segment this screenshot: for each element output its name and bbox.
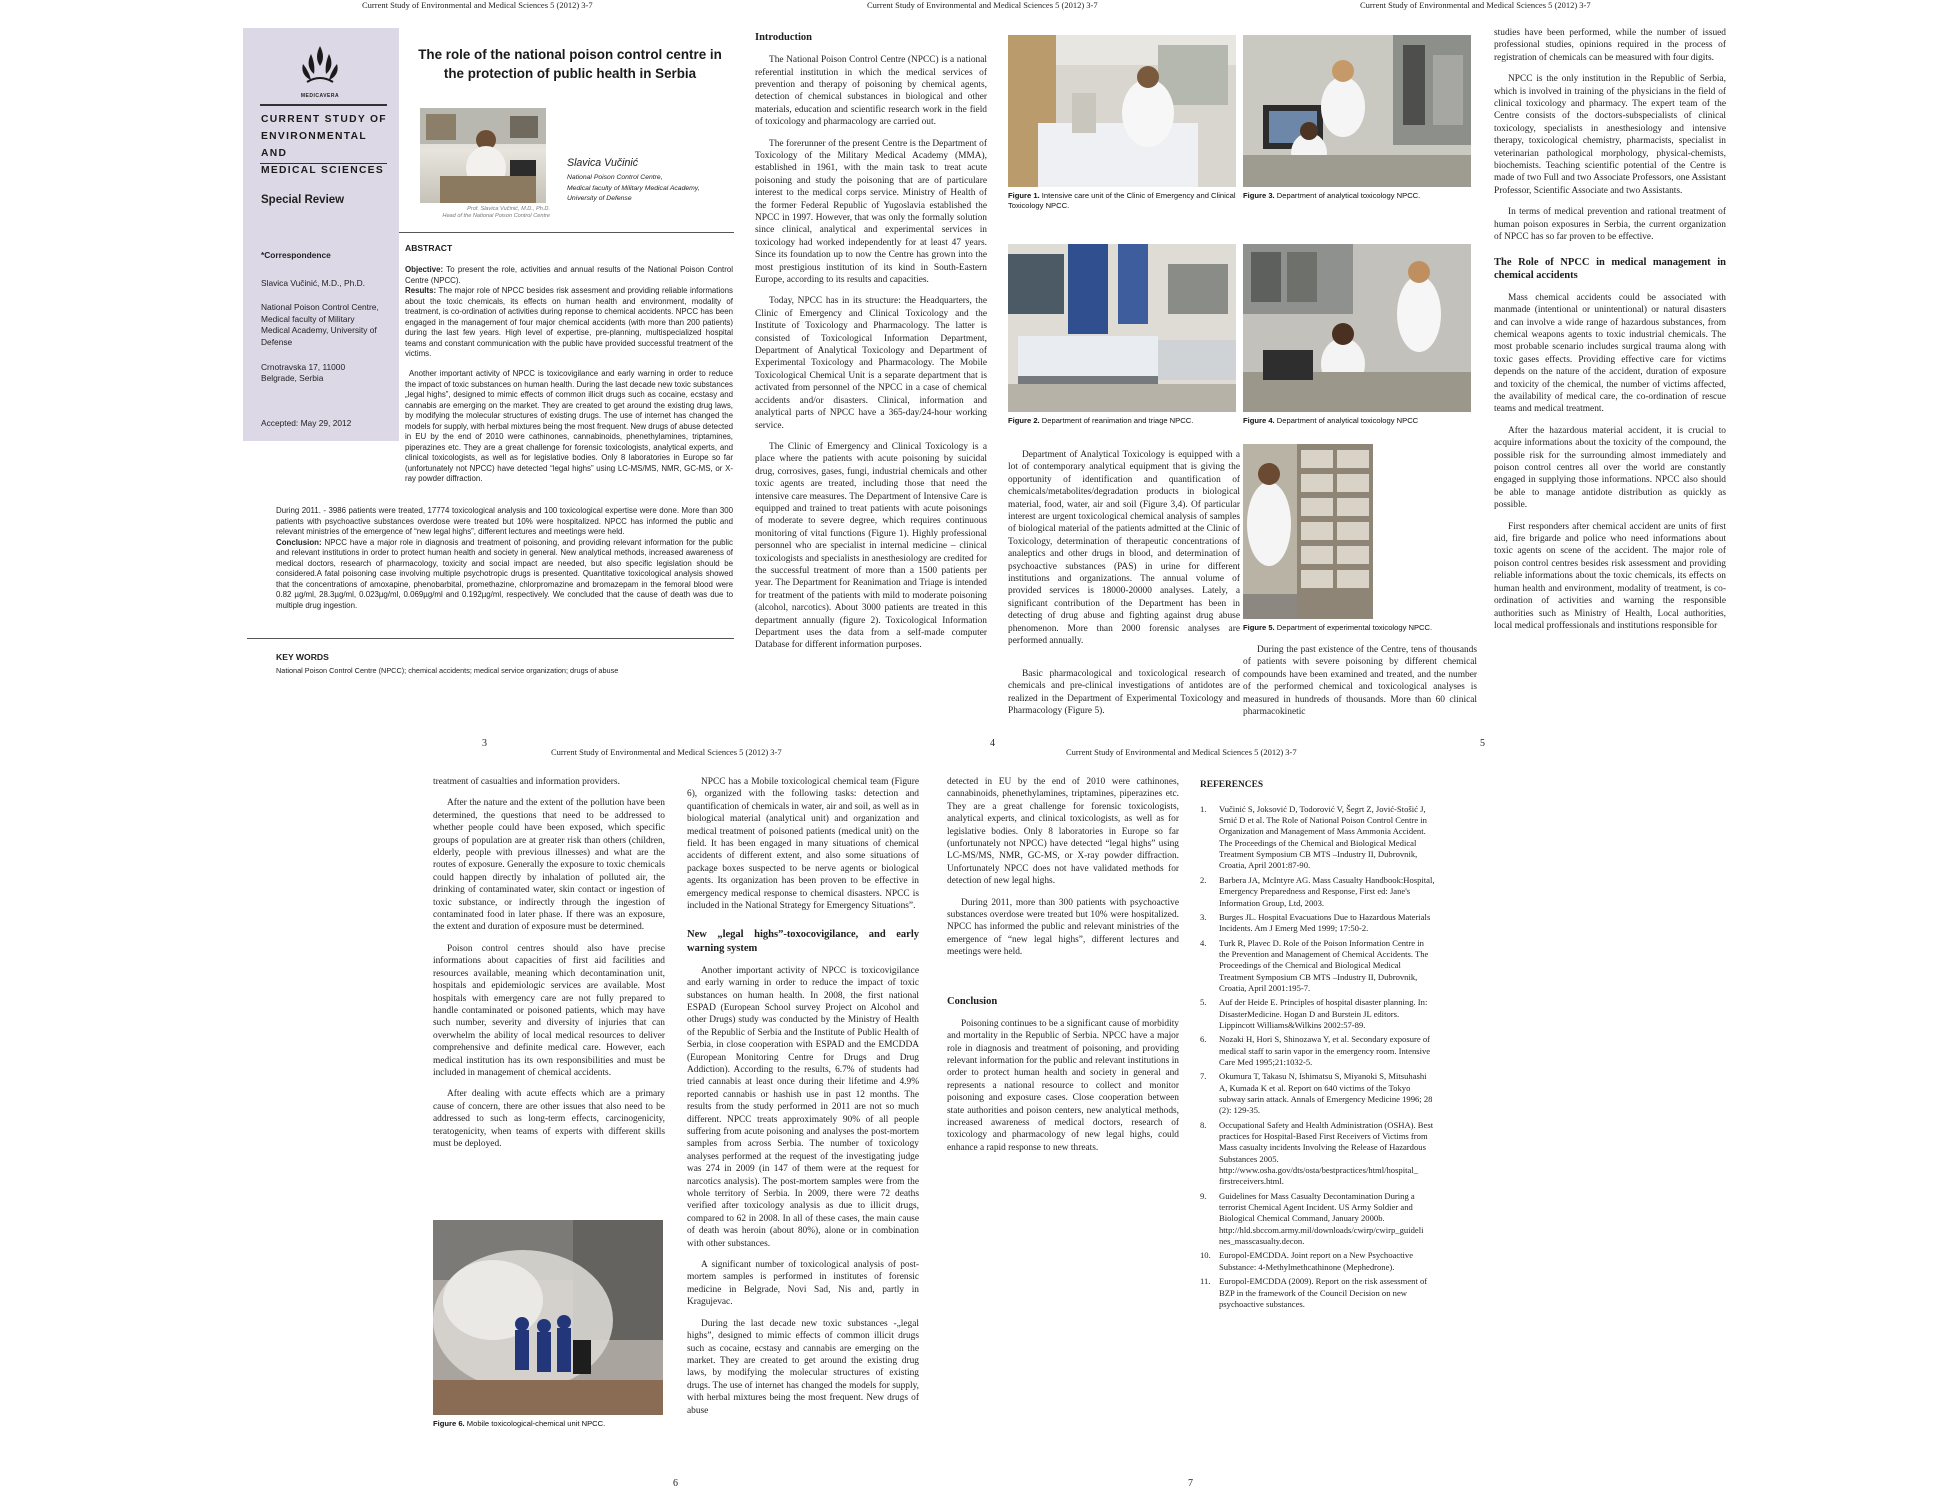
figure-6-text: Mobile toxicological-chemical unit NPCC. <box>466 1419 606 1428</box>
abstract-body-top <box>405 265 733 360</box>
keywords-text: National Poison Control Centre (NPCC); chemical accidents; medical service organization; drugs of abuse <box>276 666 619 675</box>
figure-4-photo <box>1243 244 1471 412</box>
objective-label: Objective: <box>405 265 444 274</box>
figure-5-caption <box>1243 623 1473 633</box>
article-title: The role of the national poison control centre in the protection of public health in Serbia <box>418 47 722 81</box>
page7-para-2: During 2011, more than 300 patients with psychoactive substances overdose were treated but 10% were hospitalized. NPCC has informed the public and relevant ministries of the emergence of “new legal highs”, different lectures and meetings were held. <box>947 897 1179 958</box>
reference-item: 10. Europol-EMCDDA. Joint report on a New Psychoactive Substance: 4-Methylmethcathinone (Mephedrone). <box>1200 1250 1414 1272</box>
page6-col2-para-1: NPCC has a Mobile toxicological chemical team (Figure 6), organized with the following tasks: detection and quantification of chemicals in water, air and soil, as well as in biological material (analytical unit) and organization and medical treatment of poisoned patients (medical unit) on the field. It has been engaged in many situations of chemical accidents of different extent, and also some situations of package boxes suspected to be nerve agents or biological agents. Its organization has been proven to be effective in emergency medical response to chemical disasters. NPCC is included in the National Strategy for Emergency Situations”. <box>687 777 919 912</box>
page5-para-4: Mass chemical accidents could be associated with manmade (intentional or unintentional) or natural disasters and can involve a wide range of hazardous substances, from chemical weapons agents to toxic industrial chemicals. The most probable scenario includes surgical trauma along with toxic gases effects. Providing effective care for victims depends on the nature of the accident, duration of exposure and toxicity of the chemical, the number of victims affected, the availability of medical care, the co-ordination of rescue teams and medical treatment. <box>1494 292 1726 415</box>
journal-name <box>261 111 391 179</box>
references-heading: REFERENCES <box>1200 780 1264 790</box>
figure-2-caption <box>1008 416 1238 426</box>
legal-highs-heading: New „legal highs”-toxocovigilance, and early warning system <box>687 929 919 954</box>
page6-para-4: After dealing with acute effects which are a primary cause of concern, there are other issues that also need to be addressed to such as long-term effects, carcinogenicity, teratogenicity, when teams of experts with different skills must be deployed. <box>433 1089 665 1149</box>
reference-item: 9. Guidelines for Mass Casualty Decontamination During a terrorist Chemical Agent Incident. US Army Soldier and Biological Chemical Command, January 2000b. http://hld.sbccom.army.mil/downloads/cwirp/cwirp_guideli nes_masscasualty.decon. <box>1200 1190 1424 1247</box>
introduction-heading: Introduction <box>755 32 812 43</box>
accepted-date: Accepted: May 29, 2012 <box>261 418 352 428</box>
journal-logo <box>295 44 345 99</box>
reference-item: 3. Burges JL. Hospital Evacuations Due to Hazardous Materials Incidents. Am J Emerg Med 1999; 17:50-2. <box>1200 911 1431 934</box>
reference-item: 6. Nozaki H, Hori S, Shinozawa Y, et al. Secondary exposure of medical staff to sarin vapor in the emergency room. Intensive Care Med 1995;21:1032-5. <box>1200 1034 1431 1067</box>
page4-analytical-column <box>1008 449 1240 657</box>
basic-research-para: Basic pharmacological and toxicological research of chemicals and pre-clinical investigations of antidotes are realized in the Department of Experimental Toxicology and Pharmacology (Figure 5). <box>1008 669 1240 717</box>
running-header-p4: Current Study of Environmental and Medical Sciences 5 (2012) 3-7 <box>867 0 1098 10</box>
abstract-para-2: Another important activity of NPCC is toxicovigilance and early warning in order to reduce the impact of toxic substances on human health. During the last decade new toxic substances „legal highs”, designed to mimic effects of common illicit drugs such as cocaine, ecstasy and cannabis are emerging on the market. They are created to get around the existing drug laws, by modifying the molecular structures of existing drugs. The use of internet has changed the models for supply, with herbal mixtures being the most frequent. New drugs of abuse detected in EU by the end of 2010 were cathinones, cannabinoids, phenethylamines, triptamines, piperazines etc. They are a great challenge for forensic toxicologists, analytical experts, and clinical toxicologists, as well as for legislative bodies. Only 8 laboratories in Europe so far (unfortunately not NPCC) have detected “legal highs” using LC-MS/MS, NMR, GC-MS, or X-ray powder diffraction. <box>405 369 733 483</box>
page4-bottom-spanning <box>1008 668 1240 727</box>
sidebar-rule-bottom <box>260 163 387 164</box>
page6-col2-para-2: Another important activity of NPCC is toxicovigilance and early warning in order to reduce the impact of toxic substances on human health. In 2008, the first national ESPAD (European School survey Project on Alcohol and other Drugs) study was conducted by the Ministry of Health of the Republic of Serbia and the Institute of Public Health of Serbia, in close cooperation with ESPAD and the EMCDDA (European Monitoring Centre for Drugs and Drug Addiction). According to the results, 6.7% of students had tried cannabis at least once during their lifetime and 4.9% reported cannabis or hashish use in past 12 months. The results from the study performed in 2011 are not so much different. NPCC treats approximately 90% of all people suffering from acute poisoning and analyses the post-mortem samples from across Serbia. The number of toxicology analyses performed at the request of the investigating judge was 274 in 2009 (in 147 of them were at the request for narcotics analysis). The post-mortem samples were from the whole territory of Serbia. In 2009, there were 72 deaths verified after toxicology analysis as due to illicit drugs, compared to 62 in 2008. In all of these cases, the main cause of death was heroin (about 80%), alone or in combination with other substances. <box>687 965 919 1249</box>
figure-6-label: Figure 6. <box>433 1419 465 1428</box>
page5-para-6: First responders after chemical accident are units of first aid, fire brigarde and police who need informations about toxic agents on scene of the accident. The major role of poison control centres besides risk assessment and providing reliable informations about the toxic chemicals, its effects on human health and environment, modality of treatment, is co-ordination of activities and warning the responsible authorities such as Ministry of Health, Local authorities, local medical proffessionals and institutions responsible for <box>1494 521 1726 631</box>
page6-para-3: Poison control centres should also have precise informations about capacities of first aid facilities and resources available, meaning which decontamination unit, hospitals and epidemiologic services are available. Most hospitals with emergency care are not fully prepared to handle contaminated or poisoned patients, which may have such number, severity and diversity of injuries that can overwhelm the ability of local medical resources to deliver comprehensive and definite medical care. However, each medical institution has its own responsibilities and must be included in management of chemical accidents. <box>433 943 665 1078</box>
reference-item: 7. Okumura T, Takasu N, Ishimatsu S, Miyanoki S, Mitsuhashi A, Kumada K et al. Report on 640 victims of the Tokyo subway sarin attack. Annals of Emergency Medicine 1996; 28 (2): 129-35. <box>1200 1071 1433 1116</box>
figure-1-caption <box>1008 191 1244 211</box>
page-number-6: 6 <box>673 1478 678 1489</box>
running-header-p6: Current Study of Environmental and Medical Sciences 5 (2012) 3-7 <box>551 747 782 757</box>
reference-item: 4. Turk R, Plavec D. Role of the Poison Information Centre in the Prevention and Management of Chemical Accidents. The Proceedings of the Chemical and Biological Medical Treatment Symposium CB MTS –Industry II, Dubrovnik, Croatia, April 2001:195-7. <box>1200 937 1429 993</box>
abstract-rule-top <box>399 232 734 233</box>
figure-1-text: Intensive care unit of the Clinic of Emergency and Clinical Toxicology NPCC. <box>1008 191 1236 210</box>
author-photo-caption-line-1: Prof. Slavica Vučinić, M.D., Ph.D. <box>467 206 550 212</box>
correspondence-label: *Correspondence <box>261 250 331 260</box>
abstract-para-3: During 2011. - 3986 patients were treated, 17774 toxicological analysis and 100 toxicological expertise were done. More than 300 patients with psychoactive substances overdose were treated but 10% were hospitalized. NPCC has informed the public and relevant ministries of the emergence of “new legal highs”, different lectures and meetings were held. <box>276 506 733 536</box>
figure-5-text: Department of experimental toxicology NPCC. <box>1276 623 1433 632</box>
section-label: Special Review <box>261 194 345 206</box>
references-column <box>1200 776 1436 1313</box>
abstract-rule-bottom <box>247 638 734 639</box>
reference-item: 1. Vučinić S, Joksović D, Todorović V, Šegrt Z, Jović-Stošić J, Srnić D et al. The Role of National Poison Control Centre in Organization and Management of Mass Ammonia Accident. The Proceedings of the Chemical and Biological Medical Treatment Symposium CB MTS –Industry II, Dubrovnik, Croatia, April 2001:87-90. <box>1200 803 1427 871</box>
references-list <box>1200 804 1436 1310</box>
journal-name-line-3: MEDICAL SCIENCES <box>261 165 385 176</box>
figure-6-caption <box>433 1419 663 1429</box>
logo-flame-icon <box>295 44 345 88</box>
journal-name-line-2: ENVIRONMENTAL AND <box>261 131 367 159</box>
figure-2-text: Department of reanimation and triage NPCC. <box>1041 416 1194 425</box>
figure-2-photo <box>1008 244 1236 412</box>
intro-para-1: The National Poison Control Centre (NPCC) is a national referential institution in which the medical services of prevention and therapy of poisoning by chemical agents, detection of chemical substances in biological and other materials, education and scientific research work in the field of toxicology and pharmacology are carried out. <box>755 55 987 128</box>
page6-column-1 <box>433 776 665 1159</box>
correspondence-address: Crnotravska 17, 11000 Belgrade, Serbia <box>261 361 346 384</box>
figure-1-photo <box>1008 35 1236 187</box>
page-number-4: 4 <box>990 738 995 749</box>
page7-column-1 <box>947 776 1179 1163</box>
page5-para-1: studies have been performed, while the number of issued professional studies, opinions required in the process of registration of chemicals can be measured with four digits. <box>1494 28 1726 63</box>
author-photo-caption-line-2: Head of the National Poison Control Centre <box>442 212 550 219</box>
page5-para-5: After the hazardous material accident, it is crucial to acquire informations about the toxicity of the compound, the possible risk for the surrounding almost immediately and poison control centres all over the world are constantly engaged in supplying those informations. NPCC also should be able to manage antidote distribution as quickly as possible. <box>1494 425 1726 511</box>
author-photo-caption <box>426 206 550 220</box>
author-name: Slavica Vučinić <box>567 157 639 169</box>
intro-para-4: The Clinic of Emergency and Clinical Toxicology is a place where the patients with acute poisoning by suicidal drug, corrosives, gases, fungi, industrial chemicals and other toxic agents are treated, including those that need the intensive care measures. The Department of Intensive Care is equipped and trained to treat patients with acute poisonings of moderate to severe degree, which requires continuous monitoring of vital functions (Figure 1). Highly professional personnel who are specialist in internal medicine – clinical toxicologists and specialists in anesthesiology are credited for the successful treatment of more than a 1500 patients per year. The Department for Reanimation and Triage is intended for treatment of the patients with mild to moderate poisoning (alcohol, narcotics). About 3000 patients are treated in this department annually (figure 2). Toxicological Information Department uses the data from a self-made computer Database for different information purposes. <box>755 441 987 651</box>
correspondence-block <box>261 250 391 385</box>
author-photo <box>420 108 546 203</box>
analytical-para: Department of Analytical Toxicology is equipped with a lot of contemporary analytical equipment that is giving the opportunity of identification and quantification of chemicals/metabolites/degradation products in biological material, food, water, air and soil (Figure 3,4). Of particular interest are urgent toxicological chemical analysis of samples of biological material of the patients admitted at the Clinic of Toxicology, determination of therapeutic concentrations of analeptics and other drugs in blood, and determination of psychoactive substances (PAS) in urine for different institutions and organizations. The annual volume of provided services is 18000-20000 analyses. Lately, a significant contribution of the Department has been in detecting of drug abuse and fighting against drug abuse phenomenon. More than 2000 forensic analyses are performed annually. <box>1008 450 1240 647</box>
page7-para-1: detected in EU by the end of 2010 were cathinones, cannabinoids, phenethylamines, triptamines, piperazines etc. They are a great challenge for forensic toxicologists, analytical experts, and clinical toxicologists, as well as for legislative bodies. Only 8 laboratories in Europe so far (unfortunately not NPCC) have detected “legal highs” using LC-MS/MS, NMR, GC-MS, or X-ray powder diffraction. Unfortunately NPCC does not have validated methods for detection of new legal highs. <box>947 777 1179 887</box>
figure-3-photo <box>1243 35 1471 187</box>
page6-para-2: After the nature and the extent of the pollution have been determined, the questions that need to be addressed to whether people could have been exposed, which specific groups of population are at greater risk than others (children, elderly, people with previous illnesses) and what are the routes of exposure. Generally the exposure to toxic chemicals could happen directly by inhalation of polluted air, the drinking of contaminated water, skin contact or ingestion of toxic substance, or indirectly through the ingestion of contaminated food in later phase. If there was an exposure, the extent and duration of exposure must be determined. <box>433 798 665 933</box>
figure-1-label: Figure 1. <box>1008 191 1040 200</box>
page-number-5: 5 <box>1480 738 1485 749</box>
conclusion-text: NPCC have a major role in diagnosis and treatment of poisoning, and providing relevant information for the public and relevant institutions in order to protect human health and society in general. New analytical methods, increased awareness of medical doctors, research of pharmacology, toxicity and social impact are needed, but also specific legislation should be considered.A fatal poisoning case involving multiple psychotropic drugs is presented. Quantitative toxicological analysis showed that the concentrations of amoxapine, phenobarbital, promethazine, chlorpromazine and bromazepam in the femoral blood were 0.82 µg/ml, 28.3µg/ml, 0.023µg/ml, 0.069µg/ml and 0.192µg/ml, respectively. We concluded that the cause of death was due to multiple drug ingestion. <box>276 537 733 610</box>
journal-name-line-1: CURRENT STUDY OF <box>261 114 387 125</box>
author-affiliation-line-1: National Poison Control Centre, <box>567 174 663 181</box>
existence-para: During the past existence of the Centre, tens of thousands of patients with severe poisoning by different chemical compounds have been examined and treated, and the number of the performed chemical and toxicological analyses is measured in hundreds of thousands. More than 60 clinical pharmacokinetic <box>1243 645 1477 718</box>
abstract-body-bottom <box>276 369 733 485</box>
abstract-heading: ABSTRACT <box>405 243 453 253</box>
figure-2-label: Figure 2. <box>1008 416 1040 425</box>
page-number-3: 3 <box>482 738 487 749</box>
author-affiliation-line-3: University of Defense <box>567 195 632 203</box>
running-header-p7: Current Study of Environmental and Medical Sciences 5 (2012) 3-7 <box>1066 747 1297 757</box>
page5-para-2: NPCC is the only institution in the Republic of Serbia, which is involved in training of the physicians in the field of clinical toxicology and pharmacy. The expert team of the Centre consists of the doctors-subspecialists of clinical toxicology, specialists in anesthesiology and intensive therapy, toxicological chemistry, pharmacists, specialist in veterinarian pathological morphology, physical-chemists, biochemists. Teaching scientific potential of the Centre is made of two Full and two Associate Professors, one Assistant Professor, Scientific Associate and two Assistants. <box>1494 74 1726 196</box>
page5-column <box>1494 27 1726 641</box>
reference-item: 2. Barbera JA, McIntyre AG. Mass Casualty Handbook:Hospital, Emergency Preparedness and Response, First ed: Jane's Information Group, Ltd, 2003. <box>1200 874 1435 908</box>
results-text: The major role of NPCC besides risk assesment and providing reliable informations about the toxic chemicals, its effects on human health and environment, modality of treatment, is co-ordination of activities during reponse to chemical accidents. NPCC has been engaged in the management of four major chemical accidents (with more than 200 patients) during the last few years. High level of expertise, pre-planning, multispecialized hospital teams and constant communication with the public have provided successful treatment of the victims. <box>405 286 733 358</box>
page6-col2-para-3: A significant number of toxicological analysis of post-mortem samples is performed in institutes of forensic medicine in Belgrade, Novi Sad, Nis and, partly in Kragujevac. <box>687 1260 919 1308</box>
figure-4-caption <box>1243 416 1473 426</box>
figure-3-text: Department of analytical toxicology NPCC. <box>1276 191 1421 200</box>
author-affiliation <box>567 173 700 205</box>
intro-para-2: The forerunner of the present Centre is the Department of Toxicology of the Military Medical Academy (MMA), established in 1961, with the main task to treat acute poisoning and study the poisoning that are of particulare interest to the medical corps service. Ministry of Health of the former Federal Republic of Yugoslavia established the NPCC in 1997. However, that was only the formally solution since clinical, analytical and experimental services in toxicology had worked independently for at least 47 years. Since its foundation up to now the Centre has grown into the most prestigious institution of its kind in South-Eastern Europe, according to its results and capacities. <box>755 138 987 286</box>
chemical-accidents-heading: The Role of NPCC in medical management in chemical accidents <box>1494 256 1726 281</box>
figure-4-text: Department of analytical toxicology NPCC <box>1276 416 1419 425</box>
page6-col2-para-4: During the last decade new toxic substances -„legal highs”, designed to mimic effects of common illicit drugs such as cocaine, ecstasy and cannabis are emerging on the market. They are created to get around the existing drug laws, by modifying the molecular structures of existing drugs. The use of internet has changed the models for supply, with herbal mixtures being the most frequent. New drugs of abuse <box>687 1318 919 1416</box>
page7-conclusion-para: Poisoning continues to be a significant cause of morbidity and mortality in the Republic of Serbia. NPCC have a major role in diagnosis and treatment of poisoning, and providing relevant information for the public and relevant institutions in order to protect human health and society in general and represents a national resource to collect and monitor poisoning and exposure cases. Close cooperation between state authorities and poison centers, new analytical methods, increased awareness of medical doctors, research of toxicology and pharmacology of new legal highs, could enhance a rapid response to new threats. <box>947 1018 1179 1153</box>
abstract-body-cont <box>276 506 733 611</box>
reference-item: 11. Europol-EMCDDA (2009). Report on the risk assessment of BZP in the framework of the Council Decision on new psychoactive substances. <box>1200 1276 1428 1309</box>
page4-intro-column <box>755 27 987 661</box>
page-number-7: 7 <box>1188 1478 1193 1489</box>
figure-3-label: Figure 3. <box>1243 191 1275 200</box>
figure-3-caption <box>1243 191 1473 201</box>
page6-column-2 <box>687 776 919 1426</box>
running-header-p5: Current Study of Environmental and Medical Sciences 5 (2012) 3-7 <box>1360 0 1591 10</box>
keywords-heading: KEY WORDS <box>276 652 329 662</box>
reference-item: 5. Auf der Heide E. Principles of hospital disaster planning. In: DisasterMedicine. Hogan D and Burstein JL editors. Lippincott Williams&Wilkins 2002:57-89. <box>1200 997 1428 1030</box>
conclusion-heading: Conclusion <box>947 995 998 1007</box>
figure-5-label: Figure 5. <box>1243 623 1275 632</box>
figure-4-label: Figure 4. <box>1243 416 1275 425</box>
page5-para-3: In terms of medical prevention and rational treatment of human poison exposures in Serbia, the current organization of NPCC has so far proven to be effective. <box>1494 207 1726 243</box>
reference-item: 8. Occupational Safety and Health Administration (OSHA). Best practices for Hospital-Based First Receivers of Victims from Mass casualty incidents Involving the Release of Hazardous Substances 2005. http://www.osha.gov/dts/osta/bestpractices/html/hospital_ firstreceivers.html. <box>1200 1119 1434 1187</box>
author-affiliation-line-2: Medical faculty of Military Medical Academy, <box>567 184 700 192</box>
intro-para-3: Today, NPCC has in its structure: the Headquarters, the Clinic of Emergency and Clinical Toxicology and the Institute of Toxicology and Pharmacology. The latter is consisted of Toxicological Information Department, Department of Analytical Toxicology and Department of Experimental Toxicology and Pharmacology. The Mobile Toxicological Chemical Unit is a separate department that is activated from personnel of the NPCC in a case of chemical accidents and/or disasters. Clinical, information and analytical parts of NPCC have a 365-day/24-hour working service. <box>755 296 987 431</box>
page6-para-1: treatment of casualties and information providers. <box>433 777 620 787</box>
logo-text: MEDICAVERA <box>300 93 340 99</box>
figure-6-photo <box>433 1220 663 1415</box>
running-header-p3: Current Study of Environmental and Medical Sciences 5 (2012) 3-7 <box>362 0 593 10</box>
correspondence-affiliation: National Poison Control Centre, Medical faculty of Military Medical Academy, University of Defense <box>261 302 379 347</box>
results-label: Results: <box>405 286 437 295</box>
figure-5-photo <box>1243 444 1373 619</box>
correspondence-name: Slavica Vučinić, M.D., Ph.D. <box>261 277 365 288</box>
sidebar-rule-top <box>260 104 387 106</box>
conclusion-label: Conclusion: <box>276 537 322 547</box>
page4-existence-column <box>1243 644 1477 727</box>
objective-text: To present the role, activities and annual results of the National Poison Control Centre (NPCC). <box>405 265 733 285</box>
